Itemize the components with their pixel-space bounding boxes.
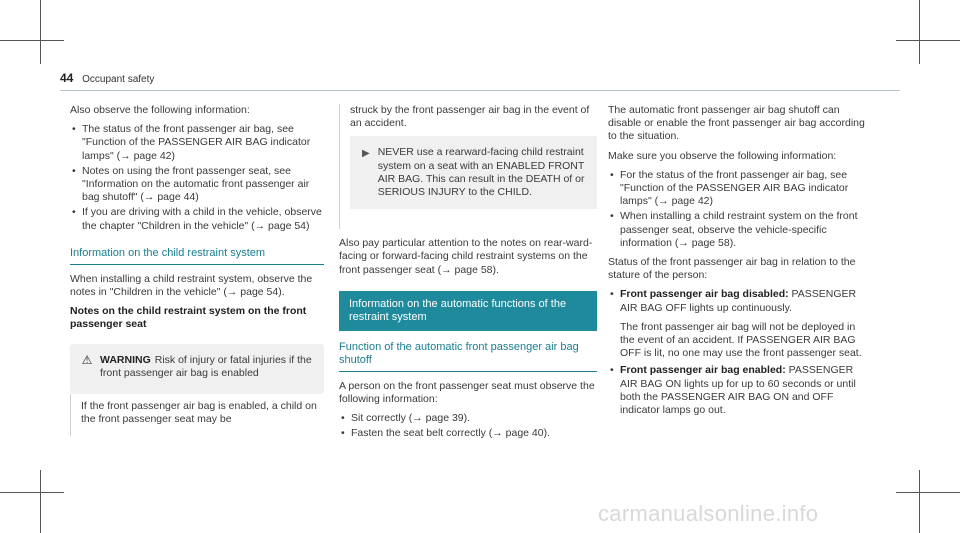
page-section-title: Occupant safety — [82, 74, 155, 85]
list-item: • The status of the front passenger air bag, see "Function of the PASSENGER AIR BAG indicator lamps" (→ page 42) — [70, 123, 324, 163]
warning-title: WARNING — [100, 353, 151, 366]
warning-body-text: If the front passenger air bag is enabled, a child on the front passenger seat may be — [81, 400, 317, 426]
sub-heading: Notes on the child restraint system on the front passenger seat — [70, 305, 307, 331]
danger-note — [350, 136, 597, 209]
header-divider — [60, 90, 900, 91]
warning-body — [70, 394, 324, 436]
list-item: • When installing a child restraint system on the front passenger seat, observe the vehicle-specific information (→ page 58). — [608, 210, 868, 250]
warning-text: Risk of injury or fatal injuries if the front passenger air bag is enabled — [100, 353, 312, 379]
column-1 — [70, 104, 324, 436]
info-list — [608, 169, 868, 250]
status-detail: The front passenger air bag will not be deployed in the event of an accident. If PASSENGER AIR BAG OFF is lit, no one may use the front passenger seat. — [620, 320, 862, 360]
list-item — [608, 364, 868, 417]
crop-mark — [896, 492, 960, 493]
sub-heading: Function of the automatic front passenger air bag shutoff — [339, 341, 597, 372]
intro-text: Also observe the following information: — [70, 104, 250, 116]
page-number: 44 — [60, 71, 74, 85]
warning-continuation — [339, 104, 597, 229]
crop-mark — [40, 470, 41, 533]
status-text: PASSENGER AIR BAG ON lights up for up to 60 seconds or until both the PASSENGER AIR BAG ON and OFF indicator lamps go out. — [620, 364, 856, 417]
paragraph: The automatic front passenger air bag shutoff can disable or enable the front passenger air bag according to the situation. — [608, 104, 865, 143]
warning-cont-text: struck by the front passenger air bag in the event of an accident. — [350, 104, 590, 130]
attention-text: Also pay particular attention to the notes on rear-ward-facing or forward-facing child restraint systems on the front passenger seat (→ page 58). — [339, 237, 593, 276]
column-2 — [339, 104, 597, 447]
warning-triangle-icon: ⚠ — [81, 352, 93, 367]
list-item: • Notes on using the front passenger seat, see "Information on the automatic front passenger air bag shutoff" (→ page 44) — [70, 165, 324, 205]
watermark: carmanualsonline.info — [598, 501, 819, 526]
list-item: • If you are driving with a child in the vehicle, observe the chapter "Children in the vehicle" (→ page 54) — [70, 206, 324, 232]
info-list — [70, 123, 324, 233]
info-list — [339, 412, 597, 440]
status-label: Front passenger air bag enabled: — [620, 364, 786, 377]
crop-mark — [0, 492, 64, 493]
section-heading: Information on the child restraint system — [70, 247, 324, 265]
paragraph: Make sure you observe the following information: — [608, 149, 837, 162]
list-item: • For the status of the front passenger air bag, see "Function of the PASSENGER AIR BAG indicator lamps" (→ page 42) — [608, 169, 868, 209]
crop-mark — [919, 470, 920, 533]
crop-mark — [0, 40, 64, 41]
status-text: PASSENGER AIR BAG OFF lights up continuously. — [620, 288, 857, 314]
crop-mark — [919, 0, 920, 64]
status-label: Front passenger air bag disabled: — [620, 288, 789, 301]
list-item: • Sit correctly (→ page 39). — [339, 412, 597, 425]
intro-text: A person on the front passenger seat must observe the following information: — [339, 379, 595, 406]
arrow-right-icon: ▶ — [362, 148, 370, 160]
page-header — [60, 72, 154, 86]
paragraph: Status of the front passenger air bag in relation to the stature of the person: — [608, 256, 856, 282]
danger-note-text: NEVER use a rearward-facing child restraint system on a seat with an ENABLED FRONT AIR BAG. This can result in the DEATH of or SERIOUS INJURY to the CHILD. — [377, 146, 585, 199]
status-list — [608, 364, 868, 417]
list-item — [608, 288, 868, 314]
column-3 — [608, 104, 868, 423]
crop-mark — [40, 0, 41, 64]
list-item: • Fasten the seat belt correctly (→ page 40). — [339, 427, 597, 440]
section-box-heading: Information on the automatic functions of the restraint system — [339, 291, 597, 331]
warning-box — [70, 344, 324, 394]
section-text: When installing a child restraint system, observe the notes in "Children in the vehicle" (→ page 54). — [70, 272, 313, 299]
crop-mark — [896, 40, 960, 41]
status-list — [608, 288, 868, 314]
